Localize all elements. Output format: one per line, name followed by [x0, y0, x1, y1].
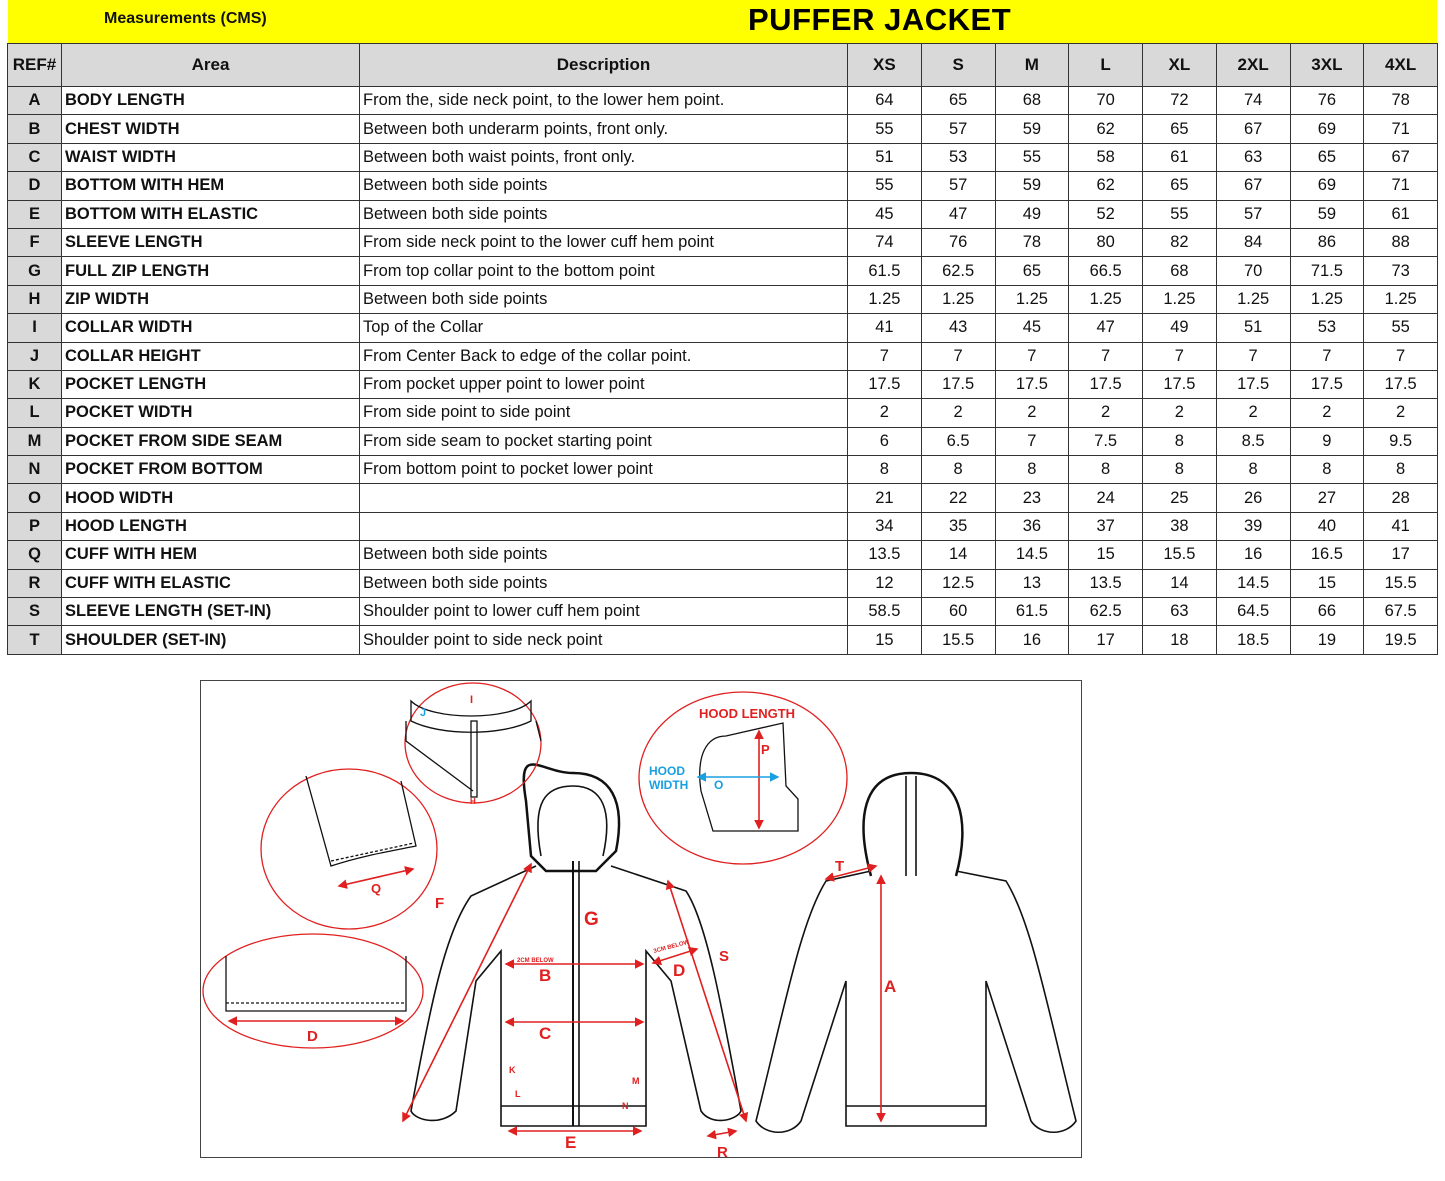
size-value-cell: 67 — [1364, 143, 1438, 171]
description-cell: From bottom point to pocket lower point — [360, 456, 848, 484]
column-header: XS — [848, 44, 922, 87]
label-b: B — [539, 966, 552, 985]
column-header: Description — [360, 44, 848, 87]
column-header: 2XL — [1216, 44, 1290, 87]
size-value-cell: 8 — [995, 456, 1069, 484]
size-value-cell: 8 — [1290, 456, 1364, 484]
size-value-cell: 78 — [1364, 87, 1438, 115]
size-value-cell: 63 — [1216, 143, 1290, 171]
size-value-cell: 72 — [1143, 87, 1217, 115]
size-value-cell: 55 — [995, 143, 1069, 171]
bottom-note: 3CM BELOW — [652, 939, 690, 955]
size-value-cell: 34 — [848, 512, 922, 540]
size-value-cell: 69 — [1290, 172, 1364, 200]
size-value-cell: 55 — [1364, 314, 1438, 342]
size-value-cell: 1.25 — [921, 285, 995, 313]
size-value-cell: 2 — [1216, 399, 1290, 427]
size-value-cell: 18 — [1143, 626, 1217, 654]
size-value-cell: 53 — [921, 143, 995, 171]
size-value-cell: 1.25 — [1290, 285, 1364, 313]
size-value-cell: 8 — [848, 456, 922, 484]
size-value-cell: 14.5 — [995, 541, 1069, 569]
size-value-cell: 35 — [921, 512, 995, 540]
size-value-cell: 65 — [1290, 143, 1364, 171]
size-value-cell: 2 — [1364, 399, 1438, 427]
table-row — [8, 370, 1438, 398]
page-title: PUFFER JACKET — [748, 2, 1012, 37]
size-value-cell: 58 — [1069, 143, 1143, 171]
area-cell: POCKET LENGTH — [62, 370, 360, 398]
area-cell: COLLAR HEIGHT — [62, 342, 360, 370]
size-value-cell: 66 — [1290, 598, 1364, 626]
size-value-cell: 13.5 — [1069, 569, 1143, 597]
description-cell: Between both underarm points, front only. — [360, 115, 848, 143]
size-value-cell: 1.25 — [1216, 285, 1290, 313]
table-header — [8, 44, 1438, 87]
size-value-cell: 64 — [848, 87, 922, 115]
size-value-cell: 63 — [1143, 598, 1217, 626]
size-value-cell: 61.5 — [995, 598, 1069, 626]
size-value-cell: 49 — [995, 200, 1069, 228]
size-value-cell: 60 — [921, 598, 995, 626]
area-cell: SLEEVE LENGTH — [62, 228, 360, 256]
column-header: REF# — [8, 44, 62, 87]
size-value-cell: 71 — [1364, 172, 1438, 200]
size-value-cell: 1.25 — [1069, 285, 1143, 313]
size-value-cell: 70 — [1069, 87, 1143, 115]
hood-length-label: HOOD LENGTH — [699, 706, 796, 721]
size-value-cell: 9.5 — [1364, 427, 1438, 455]
size-value-cell: 66.5 — [1069, 257, 1143, 285]
size-value-cell: 57 — [921, 115, 995, 143]
column-header: L — [1069, 44, 1143, 87]
size-value-cell: 15 — [1290, 569, 1364, 597]
column-header: XL — [1143, 44, 1217, 87]
size-value-cell: 8.5 — [1216, 427, 1290, 455]
ref-cell: J — [8, 342, 62, 370]
table-row — [8, 200, 1438, 228]
area-cell: POCKET FROM SIDE SEAM — [62, 427, 360, 455]
size-value-cell: 13 — [995, 569, 1069, 597]
size-value-cell: 74 — [848, 228, 922, 256]
size-value-cell: 7 — [1069, 342, 1143, 370]
ref-cell: B — [8, 115, 62, 143]
size-value-cell: 1.25 — [995, 285, 1069, 313]
size-value-cell: 12 — [848, 569, 922, 597]
label-r: R — [717, 1144, 728, 1157]
size-value-cell: 2 — [1069, 399, 1143, 427]
label-n: N — [622, 1101, 629, 1111]
size-value-cell: 57 — [1216, 200, 1290, 228]
size-value-cell: 17.5 — [848, 370, 922, 398]
ref-cell: N — [8, 456, 62, 484]
hood-width-label-2: WIDTH — [649, 778, 689, 792]
size-value-cell: 7 — [921, 342, 995, 370]
back-hood — [864, 773, 963, 876]
area-cell: WAIST WIDTH — [62, 143, 360, 171]
size-value-cell: 2 — [1290, 399, 1364, 427]
size-value-cell: 14 — [921, 541, 995, 569]
label-m: M — [632, 1076, 640, 1086]
label-i: I — [470, 694, 474, 706]
size-value-cell: 17.5 — [1069, 370, 1143, 398]
label-d: D — [673, 961, 686, 980]
size-value-cell: 51 — [1216, 314, 1290, 342]
size-value-cell: 8 — [1364, 456, 1438, 484]
size-value-cell: 25 — [1143, 484, 1217, 512]
size-value-cell: 41 — [1364, 512, 1438, 540]
size-value-cell: 17.5 — [1364, 370, 1438, 398]
ref-cell: F — [8, 228, 62, 256]
size-value-cell: 45 — [995, 314, 1069, 342]
size-value-cell: 51 — [848, 143, 922, 171]
size-value-cell: 15 — [848, 626, 922, 654]
size-value-cell: 16 — [995, 626, 1069, 654]
size-value-cell: 21 — [848, 484, 922, 512]
area-cell: POCKET WIDTH — [62, 399, 360, 427]
size-value-cell: 64.5 — [1216, 598, 1290, 626]
size-value-cell: 65 — [1143, 172, 1217, 200]
size-value-cell: 67 — [1216, 172, 1290, 200]
jacket-diagram — [200, 680, 1082, 1158]
size-value-cell: 17 — [1364, 541, 1438, 569]
column-header: M — [995, 44, 1069, 87]
ref-cell: M — [8, 427, 62, 455]
description-cell: From Center Back to edge of the collar point. — [360, 342, 848, 370]
size-value-cell: 55 — [848, 115, 922, 143]
table-row — [8, 512, 1438, 540]
size-value-cell: 18.5 — [1216, 626, 1290, 654]
ref-cell: Q — [8, 541, 62, 569]
size-value-cell: 62.5 — [921, 257, 995, 285]
table-row — [8, 115, 1438, 143]
description-cell: Shoulder point to lower cuff hem point — [360, 598, 848, 626]
size-value-cell: 53 — [1290, 314, 1364, 342]
area-cell: CUFF WITH HEM — [62, 541, 360, 569]
size-value-cell: 1.25 — [1143, 285, 1217, 313]
size-value-cell: 8 — [921, 456, 995, 484]
description-cell: Top of the Collar — [360, 314, 848, 342]
ref-cell: G — [8, 257, 62, 285]
label-s: S — [719, 948, 730, 965]
description-cell: Between both side points — [360, 541, 848, 569]
size-value-cell: 28 — [1364, 484, 1438, 512]
ref-cell: O — [8, 484, 62, 512]
size-value-cell: 58.5 — [848, 598, 922, 626]
size-value-cell: 26 — [1216, 484, 1290, 512]
size-value-cell: 76 — [1290, 87, 1364, 115]
size-value-cell: 84 — [1216, 228, 1290, 256]
size-value-cell: 38 — [1143, 512, 1217, 540]
size-value-cell: 7 — [1290, 342, 1364, 370]
size-value-cell: 15.5 — [1143, 541, 1217, 569]
size-value-cell: 45 — [848, 200, 922, 228]
cuff-detail-circle — [261, 769, 437, 929]
size-value-cell: 82 — [1143, 228, 1217, 256]
description-cell: From the, side neck point, to the lower hem point. — [360, 87, 848, 115]
size-value-cell: 65 — [921, 87, 995, 115]
area-cell: POCKET FROM BOTTOM — [62, 456, 360, 484]
size-value-cell: 86 — [1290, 228, 1364, 256]
ref-cell: K — [8, 370, 62, 398]
description-cell: Between both side points — [360, 569, 848, 597]
description-cell — [360, 512, 848, 540]
size-value-cell: 68 — [995, 87, 1069, 115]
area-cell: BOTTOM WITH ELASTIC — [62, 200, 360, 228]
table-row — [8, 172, 1438, 200]
ref-cell: I — [8, 314, 62, 342]
size-value-cell: 49 — [1143, 314, 1217, 342]
size-value-cell: 59 — [1290, 200, 1364, 228]
table-row — [8, 228, 1438, 256]
size-value-cell: 43 — [921, 314, 995, 342]
size-value-cell: 41 — [848, 314, 922, 342]
description-cell: Between both side points — [360, 200, 848, 228]
size-value-cell: 69 — [1290, 115, 1364, 143]
size-value-cell: 7.5 — [1069, 427, 1143, 455]
description-cell: Between both waist points, front only. — [360, 143, 848, 171]
table-row — [8, 541, 1438, 569]
table-row — [8, 342, 1438, 370]
label-a: A — [884, 977, 897, 996]
label-p: P — [761, 742, 770, 757]
measurements-label: Measurements (CMS) — [104, 10, 267, 27]
size-value-cell: 1.25 — [1364, 285, 1438, 313]
label-o: O — [714, 778, 724, 792]
label-g: G — [584, 909, 599, 930]
area-cell: COLLAR WIDTH — [62, 314, 360, 342]
size-value-cell: 17.5 — [995, 370, 1069, 398]
size-value-cell: 13.5 — [848, 541, 922, 569]
label-k: K — [509, 1065, 516, 1075]
table-row — [8, 569, 1438, 597]
size-value-cell: 17.5 — [1216, 370, 1290, 398]
size-value-cell: 61 — [1143, 143, 1217, 171]
size-value-cell: 17.5 — [921, 370, 995, 398]
table-row — [8, 285, 1438, 313]
label-h: H — [470, 797, 476, 806]
size-value-cell: 17.5 — [1290, 370, 1364, 398]
size-value-cell: 39 — [1216, 512, 1290, 540]
description-cell: From side point to side point — [360, 399, 848, 427]
size-value-cell: 14.5 — [1216, 569, 1290, 597]
size-value-cell: 16 — [1216, 541, 1290, 569]
ref-cell: C — [8, 143, 62, 171]
area-cell: CUFF WITH ELASTIC — [62, 569, 360, 597]
area-cell: CHEST WIDTH — [62, 115, 360, 143]
size-value-cell: 68 — [1143, 257, 1217, 285]
ref-cell: L — [8, 399, 62, 427]
size-value-cell: 2 — [848, 399, 922, 427]
label-j: J — [420, 707, 427, 719]
size-value-cell: 52 — [1069, 200, 1143, 228]
ref-cell: S — [8, 598, 62, 626]
size-value-cell: 67 — [1216, 115, 1290, 143]
measurement-table — [7, 43, 1438, 655]
size-value-cell: 9 — [1290, 427, 1364, 455]
table-row — [8, 598, 1438, 626]
size-value-cell: 59 — [995, 115, 1069, 143]
size-value-cell: 15.5 — [1364, 569, 1438, 597]
area-cell: SLEEVE LENGTH (SET-IN) — [62, 598, 360, 626]
size-value-cell: 8 — [1143, 427, 1217, 455]
jacket-drawing — [201, 681, 1081, 1157]
label-f: F — [435, 895, 445, 912]
front-body — [411, 866, 741, 1126]
size-value-cell: 61.5 — [848, 257, 922, 285]
label-e: E — [565, 1133, 577, 1152]
size-value-cell: 24 — [1069, 484, 1143, 512]
ref-cell: R — [8, 569, 62, 597]
table-row — [8, 143, 1438, 171]
size-value-cell: 70 — [1216, 257, 1290, 285]
size-value-cell: 8 — [1143, 456, 1217, 484]
size-value-cell: 2 — [921, 399, 995, 427]
size-value-cell: 17 — [1069, 626, 1143, 654]
size-value-cell: 55 — [848, 172, 922, 200]
area-cell: BODY LENGTH — [62, 87, 360, 115]
ref-cell: E — [8, 200, 62, 228]
size-value-cell: 27 — [1290, 484, 1364, 512]
label-l: L — [515, 1089, 521, 1099]
size-value-cell: 78 — [995, 228, 1069, 256]
size-value-cell: 59 — [995, 172, 1069, 200]
size-value-cell: 55 — [1143, 200, 1217, 228]
hood-width-label-1: HOOD — [649, 764, 685, 778]
area-cell: HOOD LENGTH — [62, 512, 360, 540]
label-d-hem: D — [307, 1028, 318, 1045]
size-value-cell: 88 — [1364, 228, 1438, 256]
size-value-cell: 40 — [1290, 512, 1364, 540]
size-value-cell: 62.5 — [1069, 598, 1143, 626]
size-value-cell: 14 — [1143, 569, 1217, 597]
size-value-cell: 7 — [1216, 342, 1290, 370]
size-value-cell: 67.5 — [1364, 598, 1438, 626]
label-t: T — [835, 858, 845, 875]
table-row — [8, 257, 1438, 285]
size-value-cell: 65 — [995, 257, 1069, 285]
size-value-cell: 22 — [921, 484, 995, 512]
size-value-cell: 47 — [1069, 314, 1143, 342]
size-value-cell: 8 — [1069, 456, 1143, 484]
size-value-cell: 71.5 — [1290, 257, 1364, 285]
size-value-cell: 7 — [995, 427, 1069, 455]
area-cell: SHOULDER (SET-IN) — [62, 626, 360, 654]
description-cell: From side neck point to the lower cuff hem point — [360, 228, 848, 256]
ref-cell: P — [8, 512, 62, 540]
size-value-cell: 74 — [1216, 87, 1290, 115]
table-row — [8, 87, 1438, 115]
size-value-cell: 23 — [995, 484, 1069, 512]
table-row — [8, 427, 1438, 455]
chest-note: 2CM BELOW — [517, 958, 554, 964]
area-cell: ZIP WIDTH — [62, 285, 360, 313]
description-cell: From pocket upper point to lower point — [360, 370, 848, 398]
area-cell: BOTTOM WITH HEM — [62, 172, 360, 200]
ref-cell: A — [8, 87, 62, 115]
size-value-cell: 71 — [1364, 115, 1438, 143]
ref-cell: H — [8, 285, 62, 313]
size-value-cell: 6 — [848, 427, 922, 455]
size-value-cell: 7 — [995, 342, 1069, 370]
description-cell: From top collar point to the bottom point — [360, 257, 848, 285]
area-cell: HOOD WIDTH — [62, 484, 360, 512]
size-value-cell: 1.25 — [848, 285, 922, 313]
size-value-cell: 19.5 — [1364, 626, 1438, 654]
size-value-cell: 80 — [1069, 228, 1143, 256]
size-value-cell: 62 — [1069, 172, 1143, 200]
ref-cell: D — [8, 172, 62, 200]
column-header: 4XL — [1364, 44, 1438, 87]
label-c: C — [539, 1024, 552, 1043]
size-value-cell: 19 — [1290, 626, 1364, 654]
column-header: 3XL — [1290, 44, 1364, 87]
description-cell: From side seam to pocket starting point — [360, 427, 848, 455]
size-value-cell: 15 — [1069, 541, 1143, 569]
size-value-cell: 61 — [1364, 200, 1438, 228]
size-value-cell: 2 — [1143, 399, 1217, 427]
size-value-cell: 47 — [921, 200, 995, 228]
column-header: S — [921, 44, 995, 87]
size-value-cell: 7 — [1364, 342, 1438, 370]
description-cell — [360, 484, 848, 512]
size-value-cell: 7 — [1143, 342, 1217, 370]
table-row — [8, 626, 1438, 654]
label-q: Q — [371, 881, 382, 896]
size-value-cell: 7 — [848, 342, 922, 370]
size-value-cell: 62 — [1069, 115, 1143, 143]
size-value-cell: 36 — [995, 512, 1069, 540]
ref-cell: T — [8, 626, 62, 654]
table-row — [8, 484, 1438, 512]
size-value-cell: 12.5 — [921, 569, 995, 597]
column-header: Area — [62, 44, 360, 87]
table-row — [8, 314, 1438, 342]
size-value-cell: 65 — [1143, 115, 1217, 143]
size-value-cell: 17.5 — [1143, 370, 1217, 398]
size-value-cell: 8 — [1216, 456, 1290, 484]
size-value-cell: 37 — [1069, 512, 1143, 540]
back-body — [756, 871, 1076, 1132]
table-row — [8, 399, 1438, 427]
description-cell: Shoulder point to side neck point — [360, 626, 848, 654]
description-cell: Between both side points — [360, 172, 848, 200]
size-value-cell: 16.5 — [1290, 541, 1364, 569]
size-value-cell: 2 — [995, 399, 1069, 427]
size-value-cell: 73 — [1364, 257, 1438, 285]
size-value-cell: 76 — [921, 228, 995, 256]
table-row — [8, 456, 1438, 484]
area-cell: FULL ZIP LENGTH — [62, 257, 360, 285]
size-value-cell: 15.5 — [921, 626, 995, 654]
description-cell: Between both side points — [360, 285, 848, 313]
size-value-cell: 57 — [921, 172, 995, 200]
size-value-cell: 6.5 — [921, 427, 995, 455]
